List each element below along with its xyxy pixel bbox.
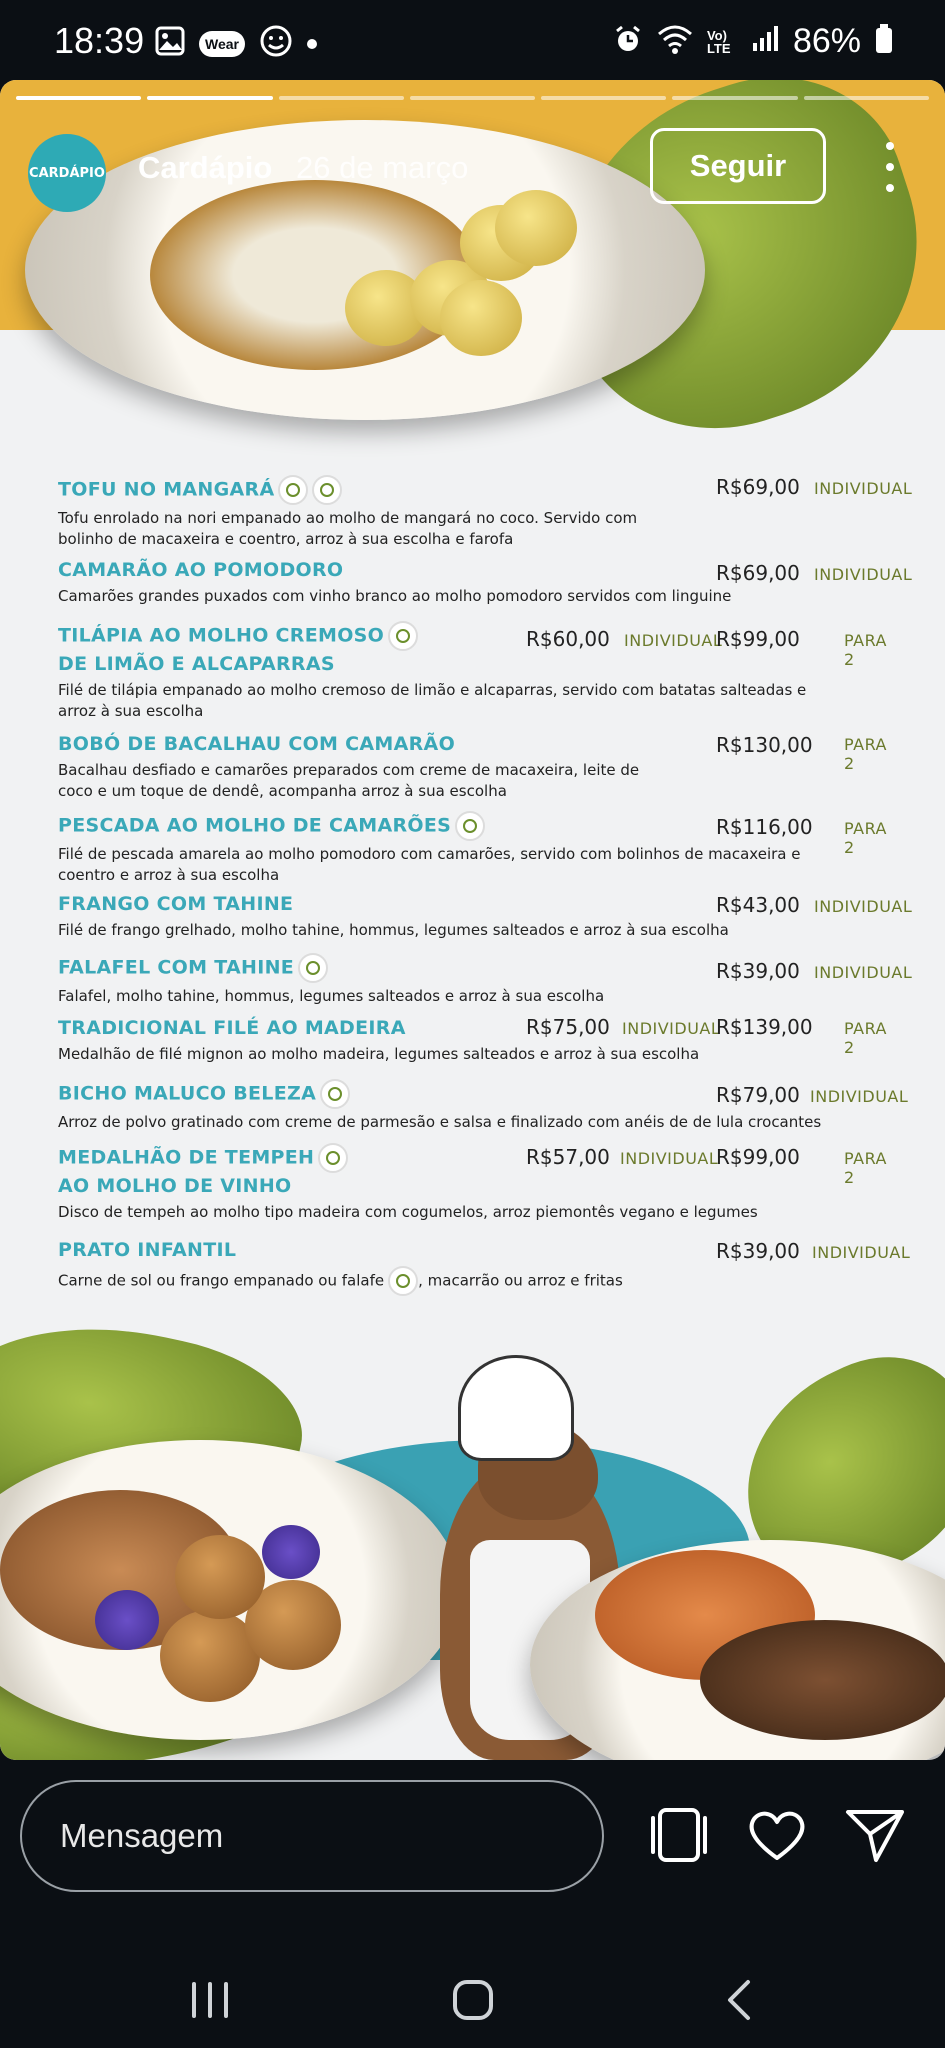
purple-flower (95, 1590, 159, 1650)
status-left-icons (155, 24, 317, 63)
item-description: Carne de sol ou frango empanado ou falafe (58, 1271, 385, 1290)
item-price: R$99,00 (716, 1145, 800, 1169)
item-name: MEDALHÃO DE TEMPEH (58, 1146, 315, 1169)
item-price: R$79,00 (716, 1083, 800, 1107)
vegan-badge-icon (455, 811, 485, 841)
status-time: 18:39 (54, 20, 145, 61)
item-size: PARA 2 (844, 1019, 887, 1057)
vegan-badge-icon (388, 621, 418, 651)
item-name: TILÁPIA AO MOLHO CREMOSO (58, 624, 385, 647)
wifi-icon (657, 24, 693, 59)
vegan-badge-icon (312, 475, 342, 505)
item-description: Filé de tilápia empanado ao molho cremoso de limão e alcaparras, servido com batatas salteadas e arroz à sua escolha (58, 681, 807, 720)
menu-item (58, 475, 913, 550)
menu-item (58, 891, 913, 941)
menu-item (58, 1015, 898, 1065)
avatar-text: CARDÁPIO (29, 165, 105, 181)
bottom-bar (0, 1760, 945, 2048)
item-price: R$130,00 (716, 733, 813, 757)
item-name: FRANGO COM TAHINE (58, 893, 294, 915)
item-size: INDIVIDUAL (814, 963, 913, 982)
item-price: R$75,00 (526, 1015, 610, 1039)
send-icon[interactable] (840, 1800, 910, 1870)
item-size: PARA 2 (844, 735, 887, 773)
item-price: R$99,00 (716, 627, 800, 651)
volte-icon: Vo) LTE (706, 27, 731, 56)
menu-item (58, 953, 913, 1007)
item-description: Filé de pescada amarela ao molho pomodoro com camarões, servido com bolinhos de macaxeira e coentro e arroz à sua escolha (58, 845, 801, 884)
story-date: 26 de março (296, 150, 469, 185)
follow-button[interactable]: Seguir (650, 128, 826, 204)
progress-segment (147, 96, 272, 100)
recents-icon[interactable] (180, 1970, 240, 2030)
purple-flower (262, 1525, 320, 1579)
item-name: BOBÓ DE BACALHAU COM CAMARÃO (58, 733, 456, 755)
item-price: R$43,00 (716, 893, 800, 917)
signal-icon (751, 25, 779, 58)
story-header (28, 128, 925, 218)
item-description: Medalhão de filé mignon ao molho madeira, legumes salteados e arroz à sua escolha (58, 1045, 700, 1063)
item-size: INDIVIDUAL (622, 1019, 721, 1038)
item-name: CAMARÃO AO POMODORO (58, 559, 344, 581)
menu-item (58, 1079, 909, 1133)
avatar[interactable] (28, 134, 106, 212)
item-description: Tofu enrolado na nori empanado ao molho de mangará no coco. Servido com bolinho de macaxeira e coentro, arroz à sua escolha e farofa (58, 509, 638, 548)
alarm-icon (613, 24, 643, 59)
menu-item (58, 557, 913, 607)
story-progress (16, 96, 929, 100)
item-size: INDIVIDUAL (814, 897, 913, 916)
face-icon (259, 24, 293, 63)
vegan-badge-icon (278, 475, 308, 505)
message-input[interactable] (20, 1780, 604, 1892)
vegan-badge-icon (320, 1079, 350, 1109)
item-description: Camarões grandes puxados com vinho branco ao molho pomodoro servidos com linguine (58, 587, 732, 605)
item-description: Arroz de polvo gratinado com creme de parmesão e salsa e finalizado com anéis de de lula crocantes (58, 1113, 822, 1131)
home-icon[interactable] (443, 1970, 503, 2030)
item-price: R$139,00 (716, 1015, 813, 1039)
progress-segment (672, 96, 797, 100)
item-name: FALAFEL COM TAHINE (58, 956, 295, 979)
item-size: PARA 2 (844, 819, 887, 857)
heart-icon[interactable] (742, 1800, 812, 1870)
item-price: R$69,00 (716, 561, 800, 585)
item-name-line2: DE LIMÃO E ALCAPARRAS (58, 653, 335, 675)
item-size: INDIVIDUAL (810, 1087, 909, 1106)
item-description: Bacalhau desfiado e camarões preparados com creme de macaxeira, leite de coco e um toque de dendê, acompanha arroz à sua escolha (58, 761, 640, 800)
menu-item (58, 621, 898, 722)
item-description: Filé de frango grelhado, molho tahine, hommus, legumes salteados e arroz à sua escolha (58, 921, 729, 939)
notification-dot (307, 39, 317, 49)
item-description-cont: , macarrão ou arroz e fritas (418, 1271, 623, 1290)
chef-hat-icon (458, 1355, 574, 1461)
item-name: TOFU NO MANGARÁ (58, 478, 275, 501)
reels-icon[interactable] (644, 1800, 714, 1870)
item-size: INDIVIDUAL (812, 1243, 911, 1262)
menu-item (58, 1143, 898, 1223)
item-name: PESCADA AO MOLHO DE CAMARÕES (58, 814, 452, 837)
progress-segment (541, 96, 666, 100)
item-price: R$39,00 (716, 959, 800, 983)
item-size: PARA 2 (844, 631, 887, 669)
account-name[interactable]: Cardápio (138, 150, 273, 185)
item-size: PARA 2 (844, 1149, 887, 1187)
vegan-badge-icon (388, 1266, 418, 1296)
more-options-icon[interactable] (884, 142, 896, 192)
status-right-icons (613, 22, 893, 61)
item-description: Disco de tempeh ao molho tipo madeira com cogumelos, arroz piemontês vegano e legumes (58, 1203, 758, 1221)
croquette (175, 1535, 265, 1619)
vegan-badge-icon (318, 1143, 348, 1173)
battery-icon (875, 24, 893, 59)
item-description: Falafel, molho tahine, hommus, legumes salteados e arroz à sua escolha (58, 987, 605, 1005)
battery-percent: 86% (792, 22, 861, 60)
item-name-line2: AO MOLHO DE VINHO (58, 1175, 292, 1197)
potato (440, 280, 522, 356)
menu-item (58, 1237, 911, 1296)
wear-badge: Wear (199, 31, 245, 57)
item-size: INDIVIDUAL (814, 479, 913, 498)
item-price: R$57,00 (526, 1145, 610, 1169)
menu-item (58, 731, 898, 802)
item-size: INDIVIDUAL (620, 1149, 719, 1168)
progress-segment (279, 96, 404, 100)
vegan-badge-icon (298, 953, 328, 983)
status-bar (0, 0, 945, 80)
item-price: R$116,00 (716, 815, 813, 839)
item-name: TRADICIONAL FILÉ AO MADEIRA (58, 1017, 406, 1039)
item-price: R$60,00 (526, 627, 610, 651)
menu-item (58, 811, 898, 886)
item-name: BICHO MALUCO BELEZA (58, 1082, 317, 1105)
item-size: INDIVIDUAL (624, 631, 723, 650)
steak (700, 1620, 945, 1740)
item-size: INDIVIDUAL (814, 565, 913, 584)
item-name: PRATO INFANTIL (58, 1239, 237, 1261)
progress-segment (410, 96, 535, 100)
progress-segment (16, 96, 141, 100)
item-price: R$69,00 (716, 475, 800, 499)
item-price: R$39,00 (716, 1239, 800, 1263)
progress-segment (804, 96, 929, 100)
back-icon[interactable] (710, 1970, 770, 2030)
image-icon (155, 26, 185, 61)
story-viewer[interactable] (0, 80, 945, 1760)
